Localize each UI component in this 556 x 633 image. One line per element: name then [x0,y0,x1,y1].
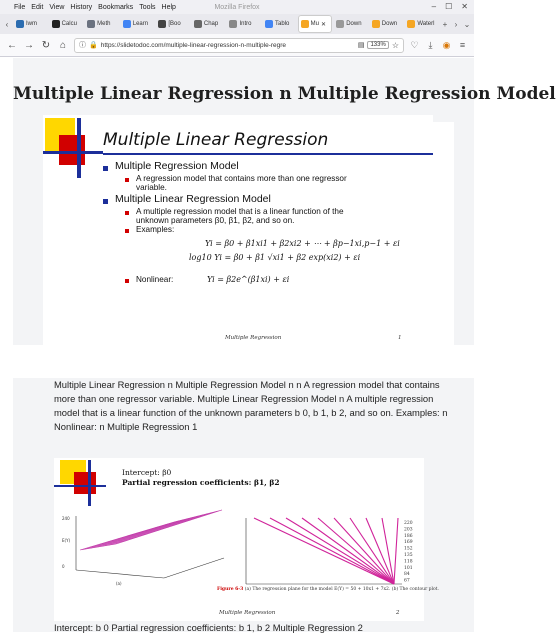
equation-linear: Yi = β0 + β1xi1 + β2xi2 + ⋯ + βp−1xi,p−1 + εi [205,239,400,248]
content-gap [13,345,474,378]
contour-value-label: 203 [404,527,413,533]
bullet-square-icon [103,166,108,171]
slide-image-2 [54,458,439,621]
page-title: Multiple Linear Regression n Multiple Regression Model [13,84,556,104]
minimize-icon[interactable]: – [431,2,437,11]
browser-tab[interactable] [298,15,333,33]
decor-blue-bar [77,118,81,178]
tab-label: Waterl [417,21,435,27]
decor-red-block [74,472,96,494]
downloads-icon[interactable]: ⤓ [428,39,433,50]
browser-tab[interactable] [369,15,404,33]
slide-2-page-number: 2 [396,610,400,616]
slide-1-heading-1: Multiple Regression Model [115,160,239,172]
tab-favicon-icon [158,20,166,28]
home-icon[interactable]: ⌂ [59,39,67,51]
tab-label: Iwm [26,21,37,27]
figure-number: Figure 6-3 [217,587,244,592]
svg-text:0: 0 [62,564,65,569]
menu-view[interactable]: View [49,3,65,11]
tab-favicon-icon [301,20,309,28]
reader-view-icon[interactable]: ▤ [357,42,365,49]
bookmark-star-icon[interactable]: ☆ [391,40,399,50]
contour-value-label: 135 [404,553,413,558]
browser-tab[interactable] [13,15,48,33]
slide-1-heading-2: Multiple Linear Regression Model [115,193,271,205]
navigation-toolbar [0,34,474,56]
svg-text:240: 240 [62,516,70,521]
tab-scroll-left-icon[interactable]: ‹ [5,19,9,29]
svg-text:E(Y): E(Y) [62,538,71,543]
bullet-square-icon [103,199,108,204]
tab-favicon-icon [229,20,237,28]
pocket-icon[interactable]: ♡ [410,39,419,50]
decor-blue-line [54,485,106,487]
new-tab-icon[interactable]: + [442,19,448,29]
close-icon[interactable]: ✕ [461,2,468,11]
menu-help[interactable]: Help [161,3,176,11]
tab-label: [Boo [168,21,181,27]
list-tabs-icon[interactable]: ⌄ [463,19,471,29]
slide-1-title-rule [103,153,433,155]
slide-2-text-description: Intercept: b 0 Partial regression coefficients: b 1, b 2 Multiple Regression 2 [54,622,363,633]
contour-value-label: 220 [404,521,413,526]
equation-log: log10 Yi = β0 + β1 √xi1 + β2 exp(xi2) + εi [189,253,361,262]
contour-value-label: 186 [404,533,413,539]
browser-tab[interactable] [191,15,226,33]
tab-label: Intro [239,21,252,27]
tab-favicon-icon [194,20,202,28]
zoom-level[interactable]: 133% [367,41,388,49]
equation-nonlinear: Yi = β2e^(β1xi) + εi [207,275,290,284]
tab-favicon-icon [123,20,131,28]
window-controls [432,2,468,11]
tab-label: Chap [203,21,219,27]
slide-1-title: Multiple Linear Regression [103,130,329,150]
close-tab-icon[interactable]: ✕ [320,21,326,28]
menu-tools[interactable]: Tools [139,3,156,11]
browser-tab[interactable] [333,15,368,33]
menu-history[interactable]: History [70,3,93,11]
forward-icon[interactable]: → [24,39,34,51]
bullet-square-icon [125,211,129,215]
partial-coefficients-label: Partial regression coefficients: β1, β2 [122,478,280,487]
contour-value-label: 67 [404,578,410,584]
contour-value-label: 84 [404,572,410,578]
browser-tab[interactable] [84,15,119,33]
tab-label: Meth [97,21,111,27]
contour-value-label: 152 [404,546,413,552]
tab-label: Learn [132,21,149,27]
decor-red-block [59,135,85,165]
slide-1-heading-1-desc-b: variable. [136,183,167,192]
slide-1-heading-1-desc-a: A regression model that contains more than one regressor [136,174,347,183]
tab-favicon-icon [87,20,95,28]
intercept-label: Intercept: β0 [122,468,172,477]
menu-hamburger-icon[interactable]: ≡ [459,40,466,50]
window-title: Mozilla Firefox [214,3,260,11]
tab-favicon-icon [407,20,415,28]
tab-label: Down [346,21,362,27]
slide-text-description: Multiple Linear Regression n Multiple Regression Model n n A regression model that contains more than one regressor variable. Multiple Linear Regression Model n A multiple regression model that is a linear function of the unknown parameters b 0, b 1, b 2, and so on. Examples: n Nonlinear: n Multiple Regression 1 [54,379,448,432]
browser-tab[interactable] [262,15,297,33]
maximize-icon[interactable]: ☐ [445,2,453,11]
tab-list [13,15,439,33]
back-icon[interactable]: ← [7,39,17,51]
url-text[interactable]: https://slidetodoc.com/multiple-linear-regression-n-multiple-regre [100,41,287,49]
reload-icon[interactable]: ↻ [41,39,51,51]
url-bar[interactable] [74,38,404,53]
slide-1-nonlinear-label: Nonlinear: [136,275,174,284]
tab-label: Mu [310,21,319,27]
browser-tab[interactable] [49,15,84,33]
browser-chrome [0,0,474,57]
browser-tab[interactable] [404,15,439,33]
slide-2-footer: Multiple Regression [219,610,276,616]
tab-scroll-right-icon[interactable]: › [454,19,458,29]
menu-file[interactable]: File [14,3,26,11]
tab-bar [0,14,474,34]
tab-label: Calcu [61,21,77,27]
contour-value-label: 169 [404,540,413,546]
slide-1-footer: Multiple Regression [225,335,282,341]
site-info-icon[interactable]: ⓘ [79,42,86,49]
tab-label: Tablo [275,21,290,27]
tab-favicon-icon [16,20,24,28]
bullet-square-icon [125,229,129,233]
figure-caption-text: (a) The regression plane for the model E(Y) = 50 + 10x1 + 7x2. (b) The contour plot. [244,587,439,592]
decor-blue-line [43,151,103,154]
figure-caption [217,587,439,592]
svg-text:(a): (a) [116,581,122,586]
extension-icon[interactable]: ◉ [442,39,451,50]
contour-value-label: 118 [404,559,413,565]
tab-favicon-icon [372,20,380,28]
browser-tab[interactable] [226,15,261,33]
slide-1-page-number: 1 [398,335,402,341]
menu-bar [0,0,474,14]
lock-icon[interactable]: 🔒 [89,42,98,49]
browser-tab[interactable] [155,15,190,33]
slide-image-1 [43,115,433,345]
bullet-square-icon [125,279,129,283]
tab-favicon-icon [52,20,60,28]
slide-1-heading-2-desc-b: unknown parameters β0, β1, β2, and so on. [136,216,295,225]
menu-bookmarks[interactable]: Bookmarks [98,3,134,11]
tab-label: Down [381,21,398,27]
bullet-square-icon [125,178,129,182]
contour-value-label: 101 [404,565,413,571]
browser-tab[interactable] [120,15,155,33]
slide-1-heading-2-desc-a: A multiple regression model that is a linear function of the [136,207,344,216]
tab-favicon-icon [265,20,273,28]
slide-1-examples-label: Examples: [136,225,175,234]
decor-blue-bar [88,460,91,506]
menu-edit[interactable]: Edit [31,3,44,11]
tab-favicon-icon [336,20,344,28]
